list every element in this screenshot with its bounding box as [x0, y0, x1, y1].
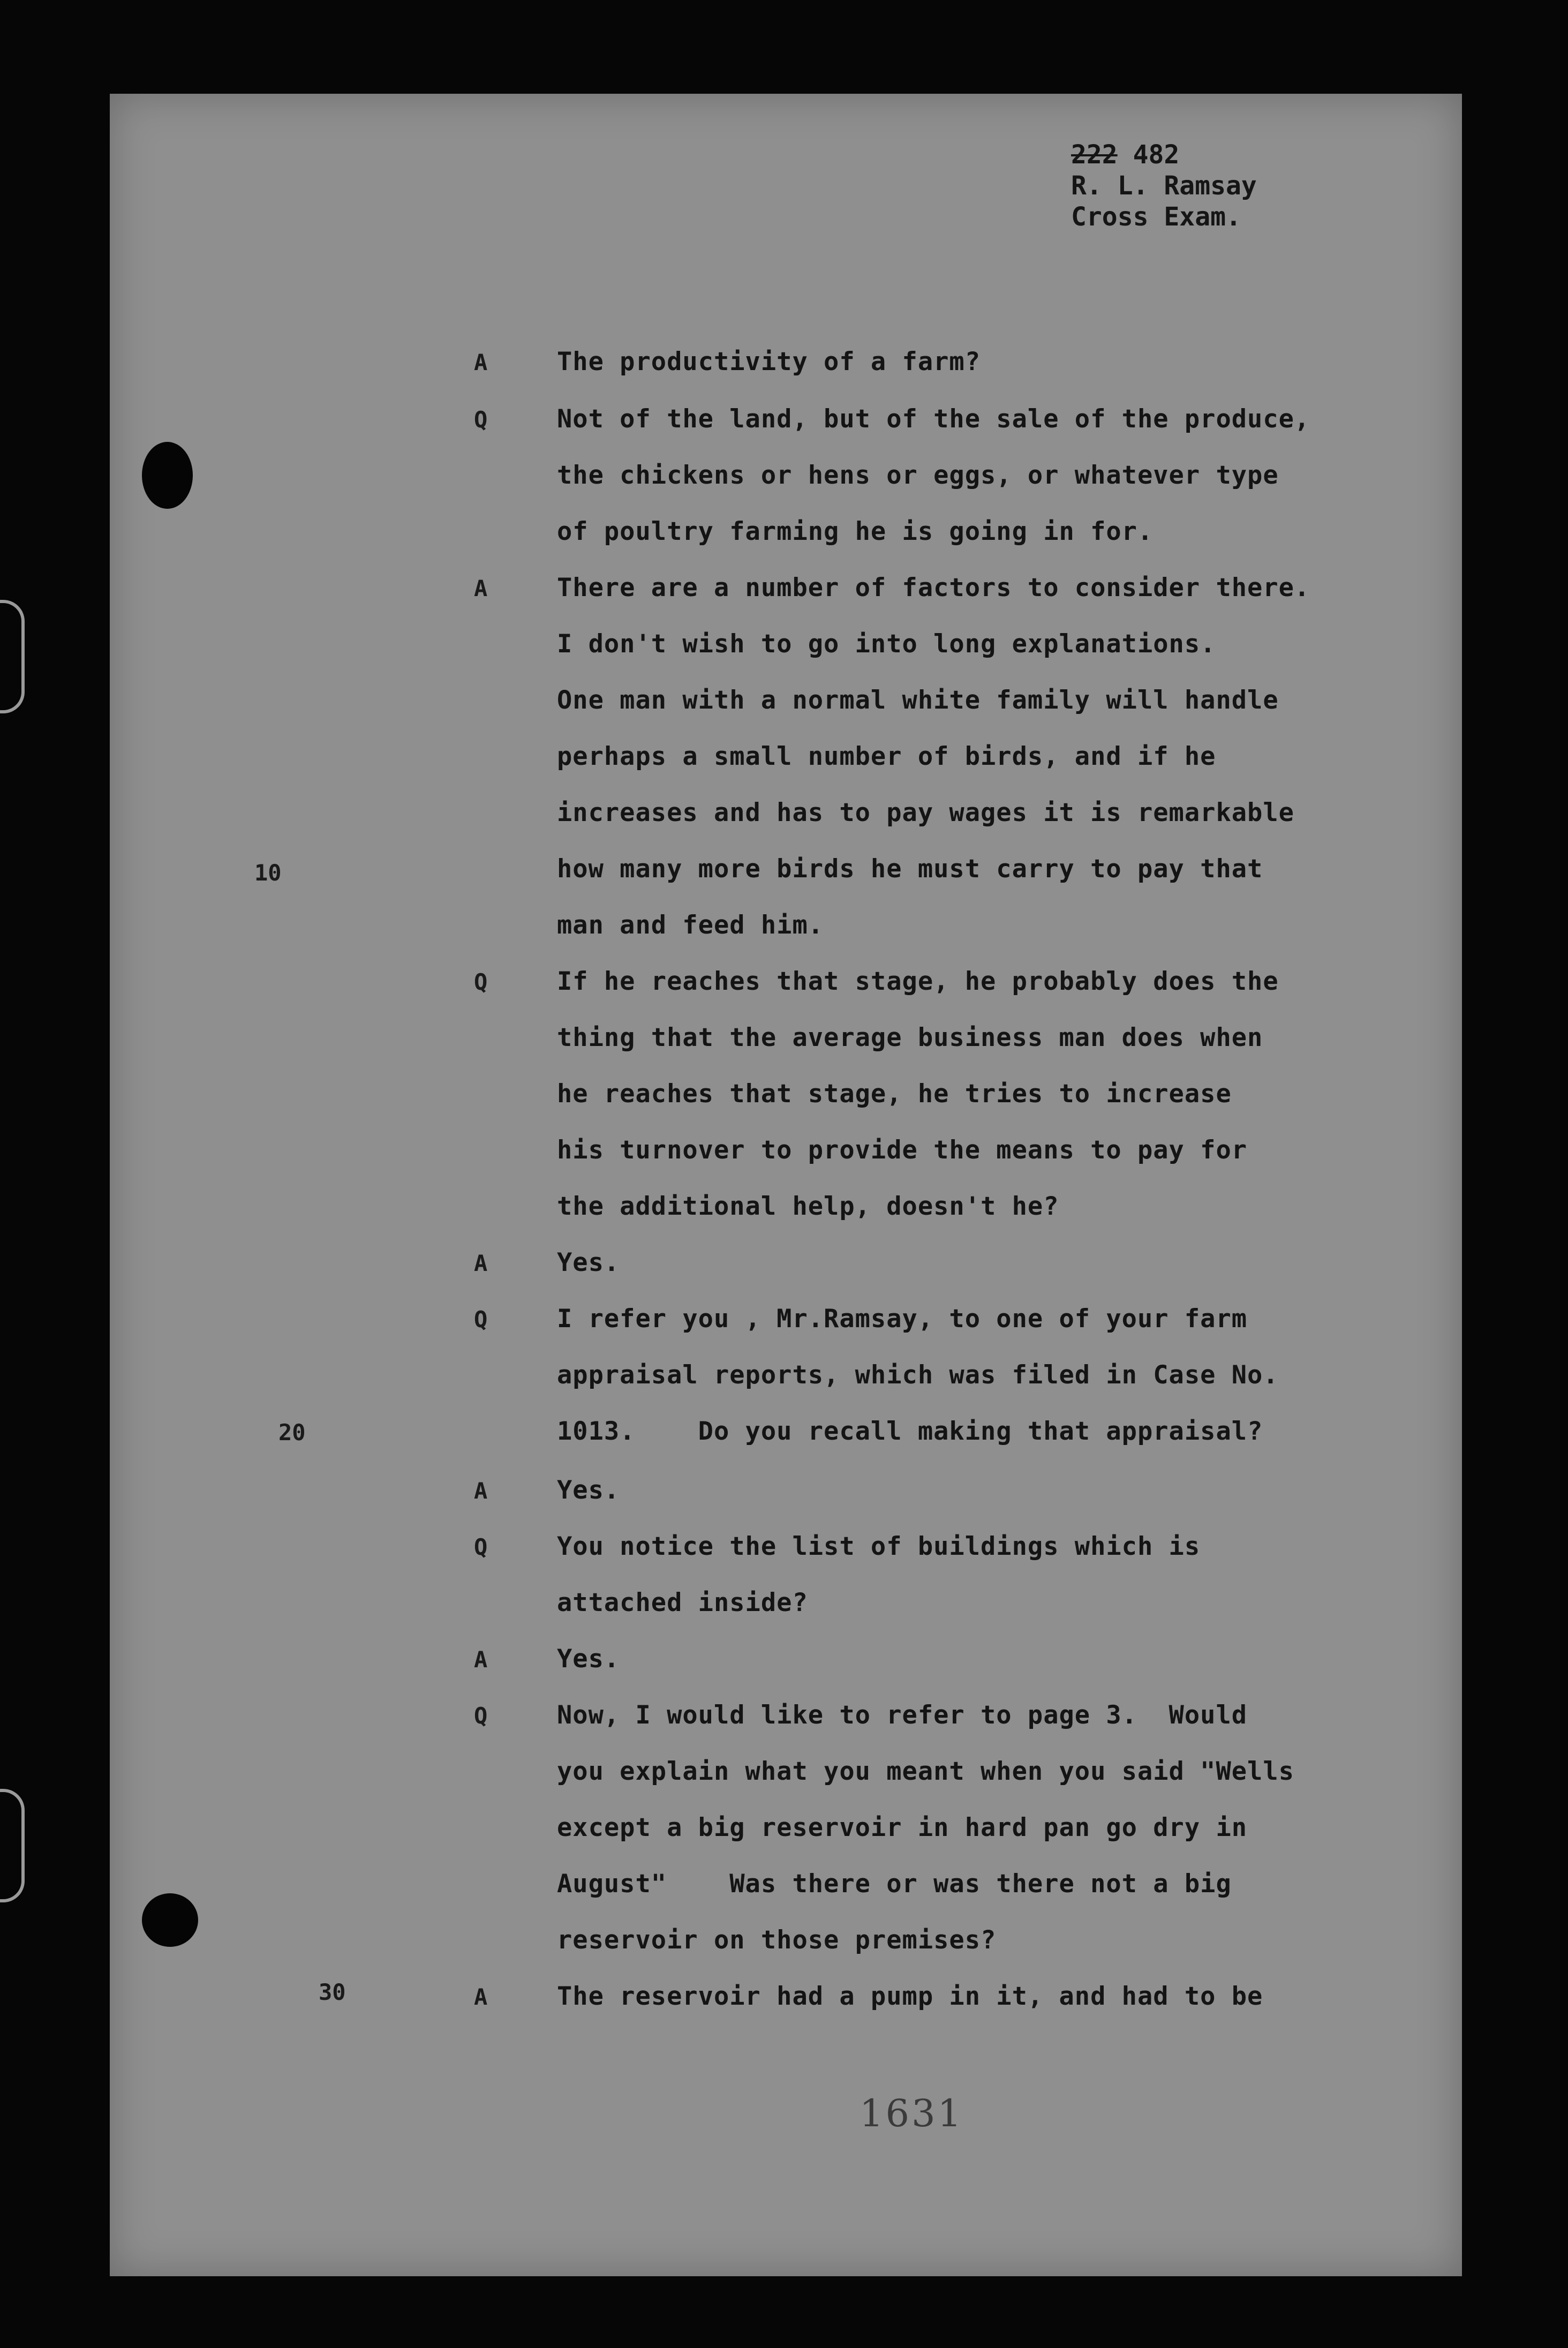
speaker-marker: A	[474, 1984, 488, 2010]
speaker-marker: Q	[474, 1306, 488, 1333]
transcript-line: I don't wish to go into long explanations.	[557, 629, 1216, 659]
transcript-line: If he reaches that stage, he probably does the	[557, 967, 1279, 996]
transcript-line: 1013. Do you recall making that appraisal?	[557, 1417, 1263, 1446]
transcript-line: appraisal reports, which was filed in Case No.	[557, 1360, 1279, 1390]
transcript-line: his turnover to provide the means to pay for	[557, 1135, 1248, 1165]
page-stamp-number: 1631	[860, 2091, 964, 2135]
transcript-line: how many more birds he must carry to pay that	[557, 854, 1263, 884]
witness-name: R. L. Ramsay	[1071, 171, 1257, 201]
examination-type: Cross Exam.	[1071, 202, 1241, 232]
transcript-line: attached inside?	[557, 1588, 808, 1617]
transcript-line: you explain what you meant when you said "Wells	[557, 1757, 1294, 1786]
transcript-line: Yes.	[557, 1248, 620, 1277]
transcript-line: reservoir on those premises?	[557, 1925, 997, 1955]
struck-page-number: 222	[1071, 140, 1118, 170]
transcript-line: the additional help, doesn't he?	[557, 1192, 1059, 1221]
transcript-line: he reaches that stage, he tries to increase	[557, 1079, 1232, 1109]
speaker-marker: A	[474, 1646, 488, 1673]
transcript-line: perhaps a small number of birds, and if he	[557, 742, 1216, 771]
speaker-marker: Q	[474, 1703, 488, 1729]
page-header	[1071, 139, 1257, 232]
transcript-line: the chickens or hens or eggs, or whatever type	[557, 461, 1279, 490]
speaker-marker: A	[474, 1250, 488, 1276]
transcript-line: One man with a normal white family will handle	[557, 686, 1279, 715]
speaker-marker: Q	[474, 1534, 488, 1560]
speaker-marker: A	[474, 575, 488, 601]
transcript-line: Now, I would like to refer to page 3. Would	[557, 1700, 1248, 1730]
transcript-line: except a big reservoir in hard pan go dry in	[557, 1813, 1248, 1842]
transcript-line: The reservoir had a pump in it, and had to be	[557, 1982, 1263, 2011]
transcript-line: You notice the list of buildings which is	[557, 1532, 1201, 1561]
transcript-line: The productivity of a farm?	[557, 347, 981, 377]
transcript-line: Yes.	[557, 1644, 620, 1674]
line-number: 30	[319, 1979, 346, 2005]
speaker-marker: A	[474, 349, 488, 375]
line-number: 20	[278, 1419, 306, 1446]
binder-tab-bottom	[0, 1789, 25, 1902]
binder-tab-top	[0, 600, 25, 713]
transcript-line: Yes.	[557, 1476, 620, 1505]
transcript-line: man and feed him.	[557, 910, 824, 940]
page-number: 482	[1133, 140, 1180, 170]
transcript-line: There are a number of factors to consider there.	[557, 573, 1310, 603]
speaker-marker: Q	[474, 969, 488, 995]
transcript-line: thing that the average business man does when	[557, 1023, 1263, 1052]
punch-hole-bottom	[142, 1893, 198, 1947]
transcript-line: Not of the land, but of the sale of the produce,	[557, 404, 1310, 434]
speaker-marker: A	[474, 1478, 488, 1504]
transcript-line: I refer you , Mr.Ramsay, to one of your farm	[557, 1304, 1248, 1334]
transcript-line: August" Was there or was there not a big	[557, 1869, 1232, 1899]
punch-hole-top	[142, 442, 193, 509]
transcript-line: of poultry farming he is going in for.	[557, 517, 1154, 546]
speaker-marker: Q	[474, 407, 488, 433]
line-number: 10	[254, 860, 282, 886]
transcript-line: increases and has to pay wages it is remarkable	[557, 798, 1294, 827]
